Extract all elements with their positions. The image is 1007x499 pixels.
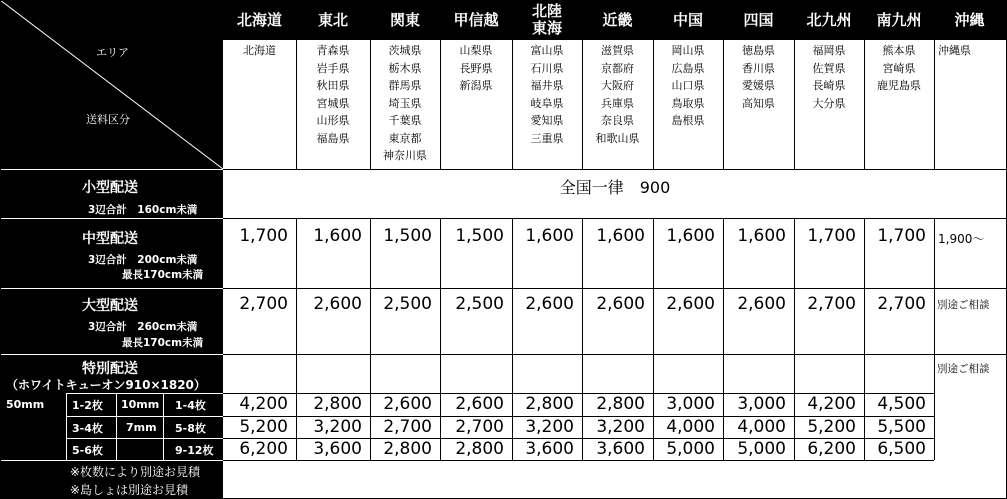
special-price: 5,000 [737, 439, 786, 459]
small-flat-rate: 全国一律 900 [559, 178, 671, 197]
special-price: 4,000 [737, 417, 786, 437]
large-price: 2,700 [239, 294, 288, 314]
qty-7-10mm: 5-8枚 [175, 422, 206, 435]
prefecture: 高知県 [742, 96, 775, 110]
qty-50mm: 5-6枚 [72, 444, 103, 457]
special-price: 3,600 [313, 439, 362, 459]
prefecture: 山梨県 [459, 44, 493, 57]
thickness-7mm: 7mm [126, 421, 157, 434]
note-1: ※枚数により別途お見積 [70, 465, 201, 479]
special-price: 2,700 [455, 417, 504, 437]
prefecture: 岡山県 [671, 44, 705, 57]
prefecture: 長野県 [459, 61, 493, 75]
special-price: 4,500 [877, 394, 926, 414]
region-header-6: 中国 [672, 11, 703, 29]
large-sub1: 3辺合計 260cm未満 [88, 321, 198, 333]
prefecture: 兵庫県 [601, 96, 634, 110]
prefecture: 神奈川県 [383, 149, 427, 162]
large-price: 2,600 [737, 294, 786, 314]
prefecture: 大分県 [812, 96, 846, 110]
special-price: 3,200 [525, 417, 574, 437]
medium-price: 1,600 [525, 226, 574, 246]
prefecture: 愛知県 [530, 114, 564, 127]
special-price: 3,600 [596, 439, 645, 459]
region-header-0: 北海道 [236, 11, 282, 29]
large-price: 2,600 [313, 294, 362, 314]
region-header-2: 関東 [389, 11, 420, 29]
thickness-50mm: 50mm [6, 398, 45, 411]
qty-7-10mm: 1-4枚 [175, 399, 206, 412]
special-price: 5,200 [807, 417, 856, 437]
region-header-5: 近畿 [602, 11, 633, 29]
special-price: 2,600 [455, 394, 504, 414]
prefecture: 滋賀県 [601, 44, 634, 57]
prefecture: 石川県 [530, 61, 564, 75]
medium-title: 中型配送 [82, 231, 138, 247]
large-okinawa: 別途ご相談 [937, 299, 990, 311]
prefecture: 山形県 [316, 114, 350, 127]
large-price: 2,600 [666, 294, 715, 314]
prefecture: 広島県 [671, 61, 705, 75]
prefecture: 和歌山県 [595, 131, 640, 145]
large-price: 2,700 [807, 294, 856, 314]
special-price: 4,000 [666, 417, 715, 437]
special-price: 3,200 [596, 417, 645, 437]
special-price: 3,200 [313, 417, 362, 437]
special-price: 2,600 [383, 394, 432, 414]
prefecture: 鳥取県 [671, 96, 705, 110]
prefecture: 徳島県 [742, 44, 775, 57]
prefecture: 愛媛県 [742, 79, 775, 92]
prefecture: 栃木県 [388, 61, 422, 75]
medium-price: 1,600 [737, 226, 786, 246]
prefecture: 新潟県 [459, 79, 493, 92]
prefecture: 岐阜県 [530, 96, 564, 110]
prefecture: 福井県 [530, 79, 564, 92]
prefecture: 山口県 [671, 79, 705, 92]
region-header-7: 四国 [743, 11, 774, 29]
note-2: ※島しょは別途お見積 [70, 483, 189, 497]
prefecture: 京都府 [601, 61, 634, 75]
medium-price: 1,600 [596, 226, 645, 246]
prefecture: 宮崎県 [882, 61, 916, 75]
special-price: 6,200 [807, 439, 856, 459]
medium-sub1: 3辺合計 200cm未満 [88, 254, 198, 266]
prefecture: 千葉県 [388, 114, 422, 127]
medium-price: 1,600 [666, 226, 715, 246]
qty-50mm: 1-2枚 [72, 399, 103, 412]
medium-price: 1,600 [313, 226, 362, 246]
prefecture: 埼玉県 [388, 96, 422, 110]
large-price: 2,600 [596, 294, 645, 314]
prefecture: 宮城県 [316, 96, 350, 110]
large-price: 2,500 [455, 294, 504, 314]
large-price: 2,700 [877, 294, 926, 314]
prefecture: 奈良県 [601, 114, 634, 127]
prefecture: 鹿児島県 [877, 79, 921, 92]
fee-label: 送料区分 [86, 113, 130, 126]
special-okinawa: 別途ご相談 [937, 363, 990, 375]
special-price: 2,800 [525, 394, 574, 414]
prefecture: 福岡県 [812, 44, 846, 57]
region-header-8: 北九州 [806, 11, 852, 29]
region-header-9: 南九州 [876, 11, 922, 29]
special-price: 3,000 [737, 394, 786, 414]
prefecture: 島根県 [671, 114, 705, 127]
large-price: 2,500 [383, 294, 432, 314]
special-price: 6,200 [239, 439, 288, 459]
special-price: 5,000 [666, 439, 715, 459]
area-label: エリア [96, 46, 129, 59]
special-price: 6,500 [877, 439, 926, 459]
special-price: 5,500 [877, 417, 926, 437]
medium-price: 1,700 [807, 226, 856, 246]
small-title: 小型配送 [82, 180, 138, 196]
large-sub2: 最長170cm未満 [122, 337, 204, 349]
special-price: 2,800 [313, 394, 362, 414]
prefecture: 北海道 [243, 44, 276, 57]
medium-price: 1,500 [455, 226, 504, 246]
medium-price: 1,700 [239, 226, 288, 246]
prefecture: 富山県 [530, 44, 564, 57]
medium-price: 1,500 [383, 226, 432, 246]
special-price: 2,800 [596, 394, 645, 414]
special-price: 4,200 [807, 394, 856, 414]
medium-price: 1,700 [877, 226, 926, 246]
region-header-4: 北陸 東海 [531, 2, 562, 37]
prefecture: 福島県 [316, 131, 350, 145]
special-price: 3,000 [666, 394, 715, 414]
prefecture: 群馬県 [388, 79, 422, 92]
prefecture: 秋田県 [316, 79, 350, 92]
qty-50mm: 3-4枚 [72, 422, 103, 435]
special-price: 2,800 [383, 439, 432, 459]
thickness-10mm: 10mm [121, 398, 160, 411]
large-title: 大型配送 [82, 298, 138, 314]
medium-okinawa: 1,900～ [938, 232, 985, 246]
prefecture: 三重県 [530, 131, 564, 145]
prefecture: 熊本県 [882, 44, 916, 57]
prefecture: 香川県 [742, 61, 775, 75]
prefecture: 大阪府 [601, 79, 634, 92]
prefecture: 長崎県 [812, 79, 846, 92]
prefecture: 東京都 [388, 131, 422, 145]
large-price: 2,600 [525, 294, 574, 314]
special-price: 3,600 [525, 439, 574, 459]
special-title: 特別配送 [82, 361, 138, 377]
special-price: 4,200 [239, 394, 288, 414]
region-header-10: 沖縄 [954, 11, 985, 29]
special-price: 5,200 [239, 417, 288, 437]
special-sub: （ホワイトキューオン910×1820） [6, 378, 206, 392]
region-header-3: 甲信越 [453, 11, 499, 29]
special-price: 2,700 [383, 417, 432, 437]
prefecture: 茨城県 [388, 44, 422, 57]
medium-sub2: 最長170cm未満 [122, 269, 204, 281]
prefecture: 沖縄県 [938, 44, 971, 57]
prefecture: 岩手県 [316, 61, 350, 75]
region-header-1: 東北 [317, 11, 348, 29]
small-sub: 3辺合計 160cm未満 [88, 204, 198, 216]
special-price: 2,800 [455, 439, 504, 459]
prefecture: 佐賀県 [812, 61, 846, 75]
qty-7-10mm: 9-12枚 [175, 444, 214, 457]
prefecture: 青森県 [316, 44, 350, 57]
